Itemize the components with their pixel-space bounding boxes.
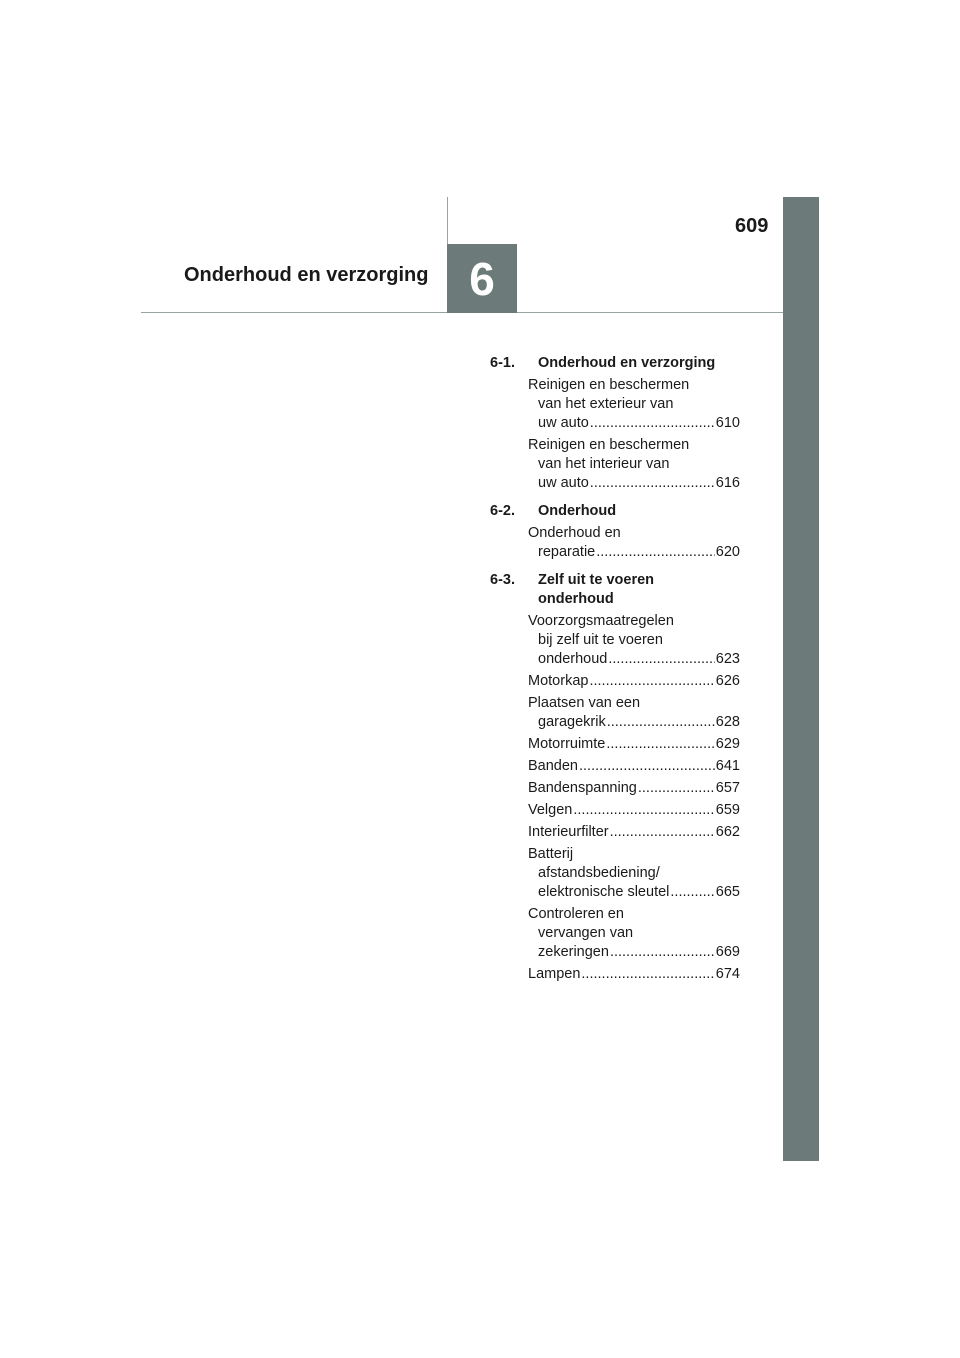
toc-leader-dots	[610, 823, 715, 842]
toc-entry[interactable]	[528, 823, 740, 842]
toc-entry-page: 657	[715, 780, 740, 796]
toc-entry-page: 610	[715, 415, 740, 431]
toc-entry-page: 641	[715, 758, 740, 774]
toc-entry-text: vervangen van	[538, 925, 634, 941]
toc-leader-dots	[579, 757, 715, 776]
toc-entry-page: 628	[715, 714, 740, 730]
chapter-title: Onderhoud en verzorging	[184, 264, 429, 286]
toc-entry[interactable]	[528, 779, 740, 798]
toc-entry-text: Interieurfilter	[528, 824, 609, 840]
toc-leader-dots	[670, 883, 714, 902]
toc-section-title: Zelf uit te voeren	[538, 572, 655, 588]
toc-entry[interactable]	[528, 757, 740, 776]
toc-entry-text: Voorzorgsmaatregelen	[528, 613, 674, 629]
toc-entry[interactable]	[528, 735, 740, 754]
toc-entry[interactable]	[528, 801, 740, 820]
toc-entry-text: Reinigen en beschermen	[528, 437, 690, 453]
toc-entry-text: uw auto	[538, 415, 589, 431]
toc-entry-page: 616	[715, 475, 740, 491]
header-vertical-rule	[447, 197, 448, 245]
toc-entry-page: 669	[715, 944, 740, 960]
toc-entry-page: 662	[715, 824, 740, 840]
toc-entry[interactable]	[528, 694, 740, 732]
toc-entry-text: uw auto	[538, 475, 589, 491]
chapter-side-tab	[783, 197, 819, 1161]
toc-entry-text: onderhoud	[538, 651, 608, 667]
toc-entry-text: afstandsbediening/	[538, 865, 660, 881]
toc-entry-text: Batterij	[528, 846, 574, 862]
toc-entry[interactable]	[528, 965, 740, 984]
toc-entry-text: elektronische sleutel	[538, 884, 670, 900]
toc-section-number: 6-1.	[490, 355, 515, 371]
toc-entry-text: Lampen	[528, 966, 581, 982]
toc-section-title: onderhoud	[538, 591, 614, 607]
toc-entry[interactable]	[528, 524, 740, 562]
toc-leader-dots	[608, 650, 714, 669]
toc-section-title: Onderhoud en verzorging	[538, 355, 716, 371]
toc-section-heading[interactable]	[490, 571, 740, 609]
toc-entry-text: Velgen	[528, 802, 573, 818]
toc-entry[interactable]	[528, 376, 740, 433]
toc-entry-text: bij zelf uit te voeren	[538, 632, 663, 648]
toc-section-number: 6-3.	[490, 572, 515, 588]
toc-leader-dots	[573, 801, 714, 820]
toc-entry-text: reparatie	[538, 544, 596, 560]
toc-leader-dots	[596, 543, 715, 562]
toc-entry-page: 665	[715, 884, 740, 900]
toc-leader-dots	[638, 779, 715, 798]
toc-section-title: Onderhoud	[538, 503, 617, 519]
toc-entry-text: Onderhoud en	[528, 525, 621, 541]
toc-entry-text: van het exterieur van	[538, 396, 674, 412]
toc-entry-text: van het interieur van	[538, 456, 670, 472]
toc-leader-dots	[589, 672, 714, 691]
toc-section-heading[interactable]	[490, 354, 740, 373]
toc-entry-text: Motorruimte	[528, 736, 606, 752]
toc-entry-page: 623	[715, 651, 740, 667]
toc-entry[interactable]	[528, 436, 740, 493]
toc-leader-dots	[590, 414, 715, 433]
chapter-number: 6	[469, 252, 495, 305]
toc-entry-text: zekeringen	[538, 944, 609, 960]
toc-entry-text: Motorkap	[528, 673, 589, 689]
toc-entry-text: Controleren en	[528, 906, 624, 922]
toc-entry[interactable]	[528, 672, 740, 691]
toc-leader-dots	[607, 713, 715, 732]
toc-entry-text: Banden	[528, 758, 578, 774]
toc-entry-page: 626	[715, 673, 740, 689]
toc-leader-dots	[581, 965, 714, 984]
toc-leader-dots	[590, 474, 715, 493]
page-number: 609	[735, 215, 769, 237]
toc-entry[interactable]	[528, 845, 740, 902]
toc-section-number: 6-2.	[490, 503, 515, 519]
chapter-number-box	[447, 244, 517, 313]
toc-entry-page: 620	[715, 544, 740, 560]
table-of-contents	[490, 354, 740, 987]
toc-entry-page: 659	[715, 802, 740, 818]
toc-entry-text: Plaatsen van een	[528, 695, 641, 711]
toc-entry[interactable]	[528, 612, 740, 669]
toc-entry-text: Bandenspanning	[528, 780, 637, 796]
toc-section-heading[interactable]	[490, 502, 740, 521]
toc-entry-text: garagekrik	[538, 714, 606, 730]
toc-entry-page: 629	[715, 736, 740, 752]
toc-entry-text: Reinigen en beschermen	[528, 377, 690, 393]
toc-leader-dots	[606, 735, 714, 754]
toc-entry-page: 674	[715, 966, 740, 982]
toc-entry[interactable]	[528, 905, 740, 962]
toc-leader-dots	[610, 943, 715, 962]
